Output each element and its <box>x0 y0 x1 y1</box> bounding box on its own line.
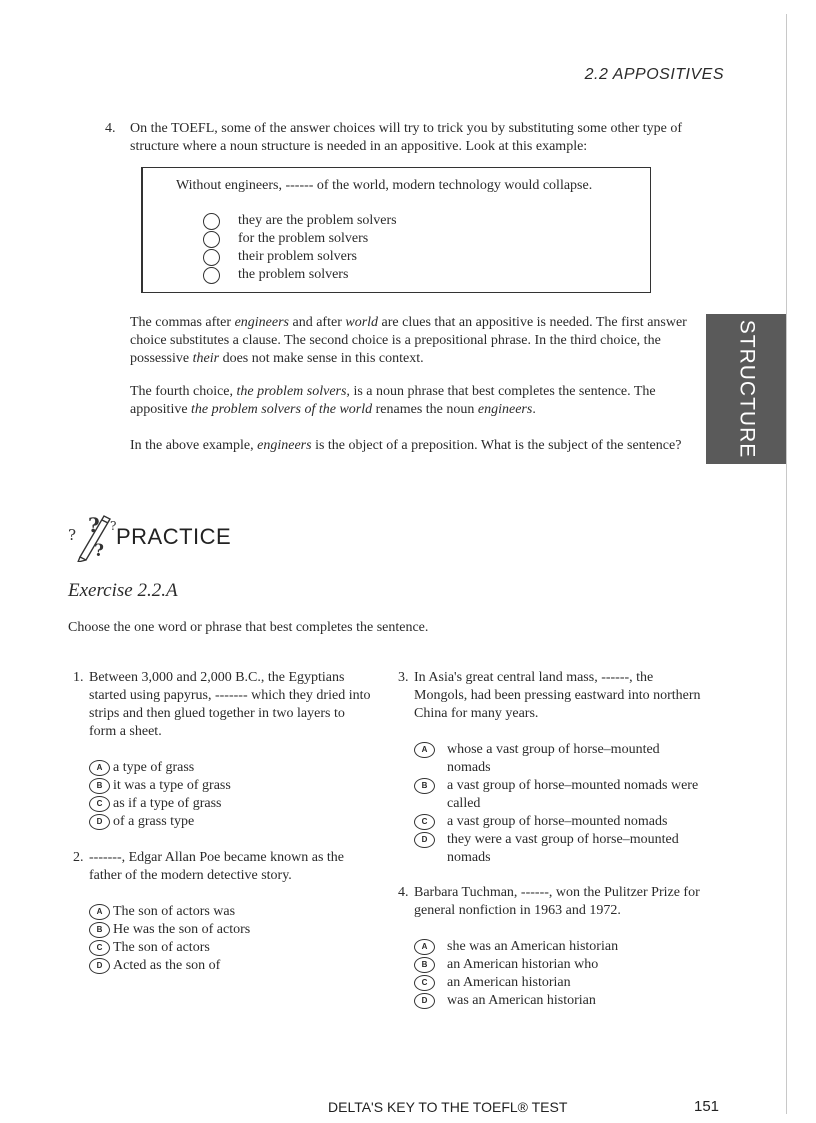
emphasis: engineers <box>477 402 533 417</box>
emphasis: the problem solvers, <box>236 384 350 399</box>
answer-option[interactable] <box>414 974 703 992</box>
answer-option[interactable] <box>414 956 703 974</box>
question-4 <box>398 884 703 1010</box>
answer-option[interactable] <box>89 903 373 921</box>
text-run: In the above example, <box>130 438 258 453</box>
exercise-title: Exercise 2.2.A <box>68 580 178 601</box>
option-b-bubble[interactable]: B <box>89 778 110 794</box>
answer-option[interactable] <box>89 759 373 777</box>
radio-circle-icon[interactable] <box>203 231 220 248</box>
explanation-paragraph <box>130 437 700 455</box>
margin-rule <box>786 14 787 1114</box>
emphasis: engineers <box>257 438 312 453</box>
example-choice-label: their problem solvers <box>238 249 357 264</box>
emphasis: engineers <box>234 315 289 330</box>
option-a-bubble[interactable]: A <box>414 939 435 955</box>
option-label: it was a type of grass <box>113 778 231 793</box>
option-c-bubble[interactable]: C <box>414 814 435 830</box>
question-number: 2. <box>73 850 84 865</box>
answer-options <box>89 759 373 831</box>
text-run: are clues that an appositive is needed. The first answer choice substitutes a clause. The second choice is a prepositional phrase. In the third choice, the possessive <box>130 315 687 366</box>
text-run: and after <box>289 315 346 330</box>
example-choice[interactable] <box>203 248 397 266</box>
practice-heading: PRACTICE <box>116 524 232 549</box>
radio-circle-icon[interactable] <box>203 249 220 266</box>
point-4 <box>105 120 705 156</box>
example-choice-label: for the problem solvers <box>238 231 369 246</box>
option-label: a type of grass <box>113 760 195 775</box>
option-d-bubble[interactable]: D <box>89 814 110 830</box>
option-label: whose a vast group of horse–mounted nomads <box>447 742 660 775</box>
option-label: The son of actors was <box>113 904 236 919</box>
example-choice-label: the problem solvers <box>238 267 349 282</box>
point-text: On the TOEFL, some of the answer choices will try to trick you by substituting some other type of structure where a noun structure is needed in an appositive. Look at this example: <box>130 121 683 154</box>
option-b-bubble[interactable]: B <box>89 922 110 938</box>
question-text: In Asia's great central land mass, ------, the Mongols, had been pressing eastward into northern China for many years. <box>414 670 701 721</box>
option-label: she was an American historian <box>447 939 619 954</box>
example-choice[interactable] <box>203 212 397 230</box>
text-run: does not make sense in this context. <box>219 351 424 366</box>
section-header: 2.2 APPOSITIVES <box>584 66 724 83</box>
example-box <box>141 167 651 293</box>
option-label: an American historian <box>447 975 571 990</box>
option-a-bubble[interactable]: A <box>89 760 110 776</box>
text-run: The fourth choice, <box>130 384 237 399</box>
radio-circle-icon[interactable] <box>203 267 220 284</box>
footer-book-title: DELTA'S KEY TO THE TOEFL® TEST <box>328 1099 568 1115</box>
text-run: renames the noun <box>372 402 478 417</box>
answer-option[interactable] <box>414 777 703 813</box>
svg-text:?: ? <box>110 519 117 533</box>
answer-option[interactable] <box>414 741 703 777</box>
question-number: 3. <box>398 670 409 685</box>
question-2 <box>73 849 373 975</box>
answer-option[interactable] <box>89 795 373 813</box>
svg-text:?: ? <box>88 513 100 537</box>
option-d-bubble[interactable]: D <box>89 958 110 974</box>
svg-text:?: ? <box>68 526 77 544</box>
question-text: -------, Edgar Allan Poe became known as the father of the modern detective story. <box>89 850 345 883</box>
example-stem: Without engineers, ------ of the world, modern technology would collapse. <box>176 178 593 193</box>
page-number: 151 <box>694 1098 720 1115</box>
example-choice-label: they are the problem solvers <box>238 213 397 228</box>
option-a-bubble[interactable]: A <box>89 904 110 920</box>
answer-option[interactable] <box>414 831 703 867</box>
option-c-bubble[interactable]: C <box>414 975 435 991</box>
option-label: a vast group of horse–mounted nomads were called <box>447 778 699 811</box>
option-label: He was the son of actors <box>113 922 251 937</box>
option-c-bubble[interactable]: C <box>89 940 110 956</box>
option-b-bubble[interactable]: B <box>414 957 435 973</box>
answer-option[interactable] <box>414 938 703 956</box>
section-tab-label: STRUCTURE <box>735 319 758 459</box>
question-text: Between 3,000 and 2,000 B.C., the Egyptians started using papyrus, ------- which they dried into strips and then glued together in two layers to form a sheet. <box>89 670 371 739</box>
question-number: 4. <box>398 885 409 900</box>
text-run: is a noun phrase that best completes the sentence. The appositive <box>130 384 656 417</box>
option-label: an American historian who <box>447 957 599 972</box>
question-number: 1. <box>73 670 84 685</box>
explanation-paragraph <box>130 383 700 419</box>
text-run: . <box>532 402 536 417</box>
option-label: a vast group of horse–mounted nomads <box>447 814 668 829</box>
answer-option[interactable] <box>414 813 703 831</box>
answer-option[interactable] <box>89 777 373 795</box>
example-choice[interactable] <box>203 230 397 248</box>
point-number: 4. <box>105 121 116 136</box>
question-text: Barbara Tuchman, ------, won the Pulitzer Prize for general nonfiction in 1963 and 1972. <box>414 885 700 918</box>
option-a-bubble[interactable]: A <box>414 742 435 758</box>
question-3 <box>398 669 703 867</box>
answer-option[interactable] <box>89 957 373 975</box>
option-d-bubble[interactable]: D <box>414 993 435 1009</box>
option-label: was an American historian <box>447 993 596 1008</box>
svg-text:?: ? <box>94 541 104 561</box>
option-label: The son of actors <box>113 940 210 955</box>
question-1 <box>73 669 373 831</box>
explanation-paragraph <box>130 314 700 368</box>
example-choices <box>203 212 397 284</box>
radio-circle-icon[interactable] <box>203 213 220 230</box>
text-run: The commas after <box>130 315 235 330</box>
answer-option[interactable] <box>414 992 703 1010</box>
option-label: Acted as the son of <box>113 958 221 973</box>
answer-option[interactable] <box>89 921 373 939</box>
text-run: is the object of a preposition. What is the subject of the sentence? <box>311 438 682 453</box>
option-label: they were a vast group of horse–mounted nomads <box>447 832 679 865</box>
option-c-bubble[interactable]: C <box>89 796 110 812</box>
emphasis: their <box>192 351 220 366</box>
answer-options <box>414 938 703 1010</box>
example-choice[interactable] <box>203 266 397 284</box>
practice-pencil-icon <box>66 510 122 562</box>
option-b-bubble[interactable]: B <box>414 778 435 794</box>
answer-option[interactable] <box>89 939 373 957</box>
emphasis: world <box>345 315 379 330</box>
emphasis: the problem solvers of the world <box>191 402 373 417</box>
option-d-bubble[interactable]: D <box>414 832 435 848</box>
answer-option[interactable] <box>89 813 373 831</box>
answer-options <box>414 741 703 867</box>
option-label: of a grass type <box>113 814 195 829</box>
answer-options <box>89 903 373 975</box>
exercise-instructions: Choose the one word or phrase that best completes the sentence. <box>68 620 429 635</box>
option-label: as if a type of grass <box>113 796 222 811</box>
section-tab <box>706 314 786 464</box>
